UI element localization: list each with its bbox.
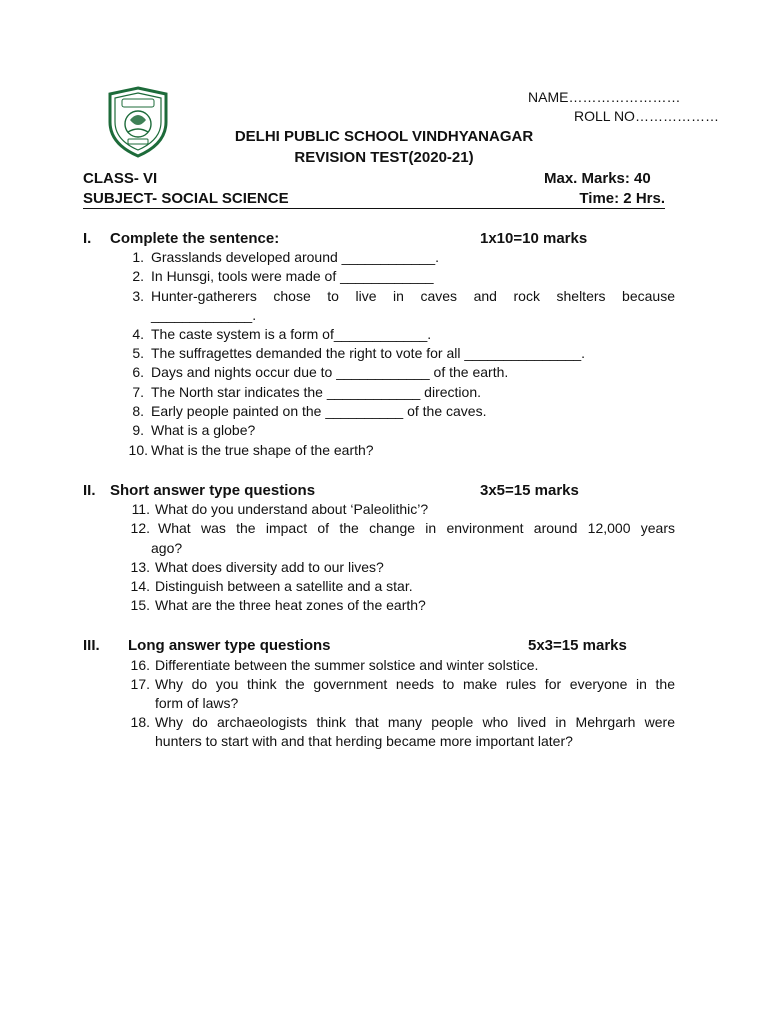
section-2-number: II.: [83, 482, 96, 499]
school-name: DELHI PUBLIC SCHOOL VINDHYANAGAR: [234, 128, 534, 145]
subject-label: SUBJECT- SOCIAL SCIENCE: [83, 190, 289, 207]
question-number: 16.: [130, 657, 150, 673]
section-2-marks: 3x5=15 marks: [480, 482, 579, 499]
question-text: What is a globe?: [151, 422, 256, 438]
question-number: 10.: [128, 442, 148, 458]
question-text-continuation: form of laws?: [155, 695, 239, 711]
question-number: 12.: [130, 520, 150, 536]
question-text: The suffragettes demanded the right to vote for all _______________.: [151, 345, 586, 361]
question-number: 2.: [132, 268, 144, 284]
question-number: 4.: [132, 326, 144, 342]
test-title: REVISION TEST(2020-21): [294, 149, 474, 166]
section-1-marks: 1x10=10 marks: [480, 230, 588, 247]
school-logo-icon: [106, 86, 170, 158]
section-1-number: I.: [83, 230, 92, 247]
section-3-title: Long answer type questions: [128, 637, 331, 654]
question-text: Why do you think the government needs to make rules for everyone in the: [155, 676, 675, 692]
question-number: 13.: [130, 559, 150, 575]
question-text: Why do archaeologists think that many people who lived in Mehrgarh were: [155, 714, 675, 730]
question-text: The North star indicates the ____________ direction.: [151, 384, 481, 400]
subject-line: [83, 190, 665, 209]
question-text: What is the true shape of the earth?: [151, 442, 374, 458]
question-text: What does diversity add to our lives?: [155, 559, 384, 575]
name-field-label: NAME……………………: [528, 89, 681, 105]
section-3-marks: 5x3=15 marks: [528, 637, 627, 654]
question-number: 18.: [130, 714, 150, 730]
time-label: Time: 2 Hrs.: [579, 190, 665, 207]
question-text-continuation: ago?: [151, 540, 183, 556]
roll-no-field-label: ROLL NO………………: [574, 108, 719, 124]
question-text: Hunter-gatherers chose to live in caves and rock shelters because: [151, 288, 675, 304]
question-text: What do you understand about ‘Paleolithic’?: [155, 501, 429, 517]
question-number: 3.: [132, 288, 144, 304]
class-label: CLASS- VI: [83, 170, 158, 187]
question-number: 5.: [132, 345, 144, 361]
max-marks-label: Max. Marks: 40: [544, 170, 651, 187]
question-number: 1.: [132, 249, 144, 265]
question-number: 9.: [132, 422, 144, 438]
question-number: 7.: [132, 384, 144, 400]
question-number: 11.: [131, 501, 150, 517]
section-1-title: Complete the sentence:: [110, 230, 280, 247]
question-text: Grasslands developed around ____________.: [151, 249, 440, 265]
question-number: 17.: [130, 676, 150, 692]
question-text-continuation: hunters to start with and that herding became more important later?: [155, 733, 573, 749]
question-text: The caste system is a form of____________.: [151, 326, 432, 342]
question-number: 6.: [132, 364, 144, 380]
question-number: 15.: [130, 597, 150, 613]
question-text: Differentiate between the summer solstice and winter solstice.: [155, 657, 539, 673]
question-number: 14.: [130, 578, 150, 594]
question-text: Early people painted on the __________ of the caves.: [151, 403, 487, 419]
section-2-title: Short answer type questions: [110, 482, 316, 499]
section-3-number: III.: [83, 637, 100, 654]
question-text: What are the three heat zones of the earth?: [155, 597, 426, 613]
question-number: 8.: [132, 403, 144, 419]
question-text-continuation: _____________.: [151, 307, 257, 323]
question-text: In Hunsgi, tools were made of ____________: [151, 268, 434, 284]
question-text: What was the impact of the change in environment around 12,000 years: [158, 520, 675, 536]
question-text: Distinguish between a satellite and a star.: [155, 578, 413, 594]
question-text: Days and nights occur due to ____________ of the earth.: [151, 364, 509, 380]
